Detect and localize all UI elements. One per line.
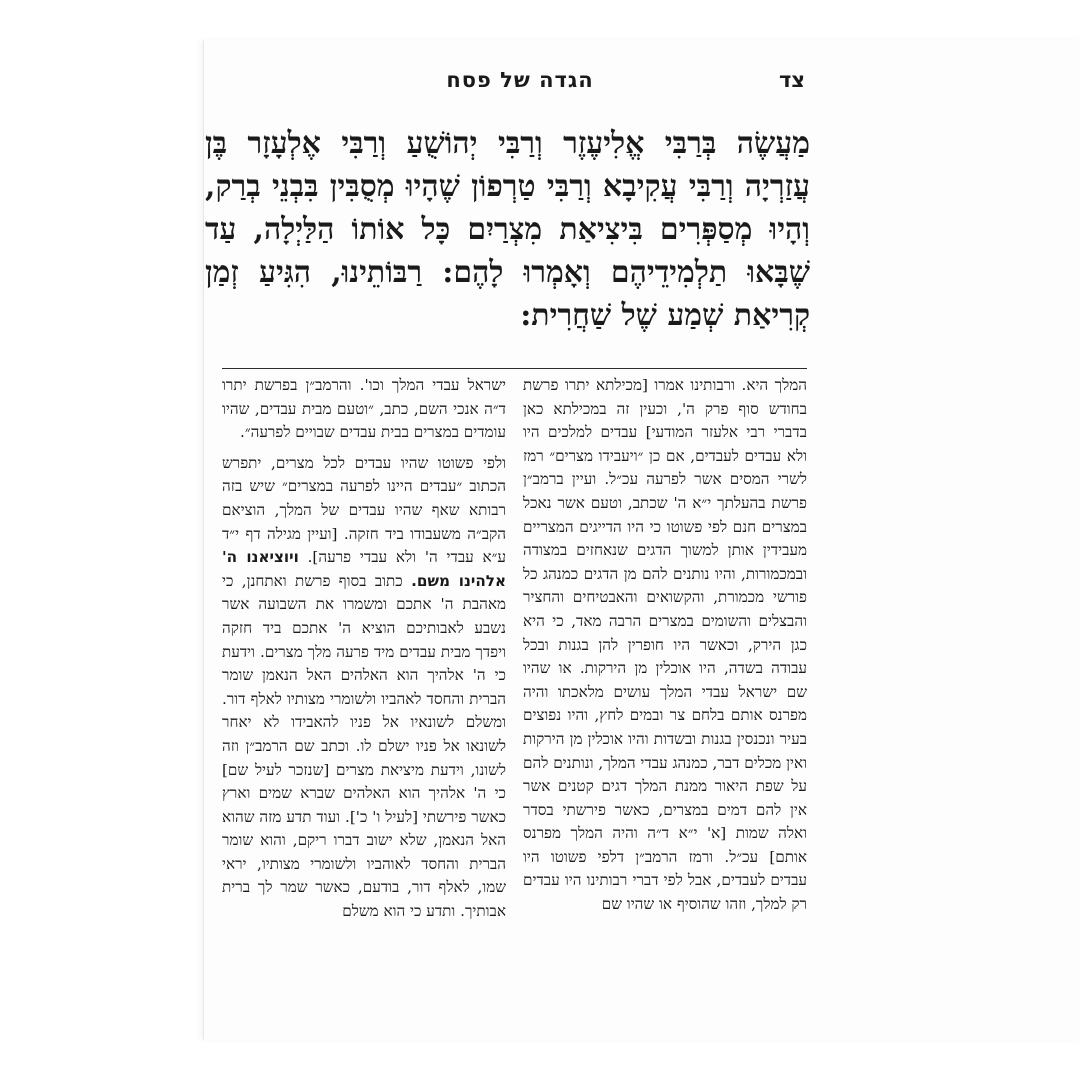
- main-text-block: מַעֲשֶׂה בְּרַבִּי אֱלִיעֶזֶר וְרַבִּי יְהוֹשֻׁעַ וְרַבִּי אֶלְעָזָר בֶּן עֲזַרְיָה וְרַבִּי עֲקִיבָא וְרַבִּי טַרְפוֹן שֶׁהָיוּ מְסֻבִּין בִּבְנֵי בְרַק, וְהָיוּ מְסַפְּרִים בִּיצִיאַת מִצְרַיִם כָּל אוֹתוֹ הַלַּיְלָה, עַד שֶׁבָּאוּ תַלְמִידֵיהֶם וְאָמְרוּ לָהֶם: רַבּוֹתֵינוּ, הִגִּיעַ זְמַן קְרִיאַת שְׁמַע שֶׁל שַׁחֲרִית:: [205, 126, 810, 333]
- commentary-text: כתוב בסוף פרשת ואתחנן, כי מאהבת ה' אתכם ומשמרו את השבועה אשר נשבע לאבותיכם הוציא ה' אתכם ביד חזקה ויפדך מבית עבדים מיד פרעה מלך מצרים. וידעת כי ה' אלהיך הוא האלהים האל הנאמן שומר הברית והחסד לאהביו ולשומרי מצותיו לאלף דור. ומשלם לשונאיו אל פניו להאבידו לא יאחר לשונאו אל פניו ישלם לו. וכתב שם הרמב״ן וזה לשונו, וידעת מיציאת מצרים [שנזכר לעיל שם] כי ה' אלהיך הוא האלהים שברא שמים וארץ כאשר פירשתי [לעיל ו' כ']. ועוד תדע מזה שהוא האל הנאמן, שלא ישוב דברו ריקם, והוא שומר הברית והחסד לאוהביו ולשומרי מצותיו, יראי שמו, לאלף דור, בודעם, כאשר שמר לך ברית אבותיך. ותדע כי הוא משלם: [222, 571, 506, 921]
- commentary-paragraph: [222, 452, 506, 924]
- commentary-right-column: [523, 374, 807, 917]
- page-number: צד: [778, 68, 805, 92]
- commentary-left-column: [222, 374, 506, 924]
- page-title: הגדה של פסח: [446, 68, 594, 92]
- commentary-paragraph: ישראל עבדי המלך וכו'. והרמב״ן בפרשת יתרו ד״ה אנכי השם, כתב, ״וטעם מבית עבדים, שהיו עומדים במצרים בבית עבדים שבויים לפרעה״.: [222, 376, 506, 442]
- commentary-paragraph: המלך היא. ורבותינו אמרו [מכילתא יתרו פרשת בחודש סוף פרק ה', וכעין זה במכילתא כאן בדברי רבי אלעזר המודעי] עבדים למלכים היו ולא עבדים לעבדים, אם כן ״ויעבידו מצרים״ רמז לשרי המסים אשר לפרעה עכ״ל. ועיין ברמב״ן פרשת בהעלתך י״א ה' שכתב, וטעם אשר נאכל במצרים חנם לפי פשוטו כי היו הדייגים המצריים מעבידין אותן למשוך הדגים שנאחזים במצודה ובמכמורות, והיו נותנים להם מן הדגים כמנהג כל פורשי מכמורת, והקשואים והאבטיחים והחציר והבצלים והשומים במצרים הרבה מאד, כי היא כגן הירק, וכאשר היו חופרין להן בגנות ובכל עבודה בשדה, היו אוכלין מן הירקות. או שהיו שם ישראל עבדי המלך עושים מלאכתו והיה מפרנס אותם בלחם צר ובמים לחץ, והיו נפוצים בעיר ונכנסין בגנות ובשדות והיו אוכלין מן הירקות ואין מכלים דבר, כמנהג עבדי המלך, ונותנים להם על שפת היאור ממנת המלך דגים קטנים אשר אין להם דמים במצרים, כאשר פירשתי בסדר ואלה שמות [א' י״א ד״ה והיה המלך מפרנס אותם] עכ״ל. ורמז הרמב״ן דלפי פשוטו היו עבדים לעבדים, אבל לפי דברי רבותינו היו עבדים רק למלך, וזהו שהוסיף או שהיו שם: [523, 376, 807, 914]
- section-divider: [222, 368, 807, 369]
- commentary-lemma: ויוציאנו ה' אלהינו משם.: [222, 548, 507, 590]
- commentary-text: ולפי פשוטו שהיו עבדים לכל מצרים, יתפרש הכתוב ״עבדים היינו לפרעה במצרים״ שיש בזה רבותא שאף שהיו עבדים של המלך, הוציאם הקב״ה משעבודו ביד חזקה. [ועיין מגילה דף י״ד ע״א עבדי ה' ולא עבדי פרעה].: [222, 453, 507, 567]
- page-header: [235, 68, 805, 102]
